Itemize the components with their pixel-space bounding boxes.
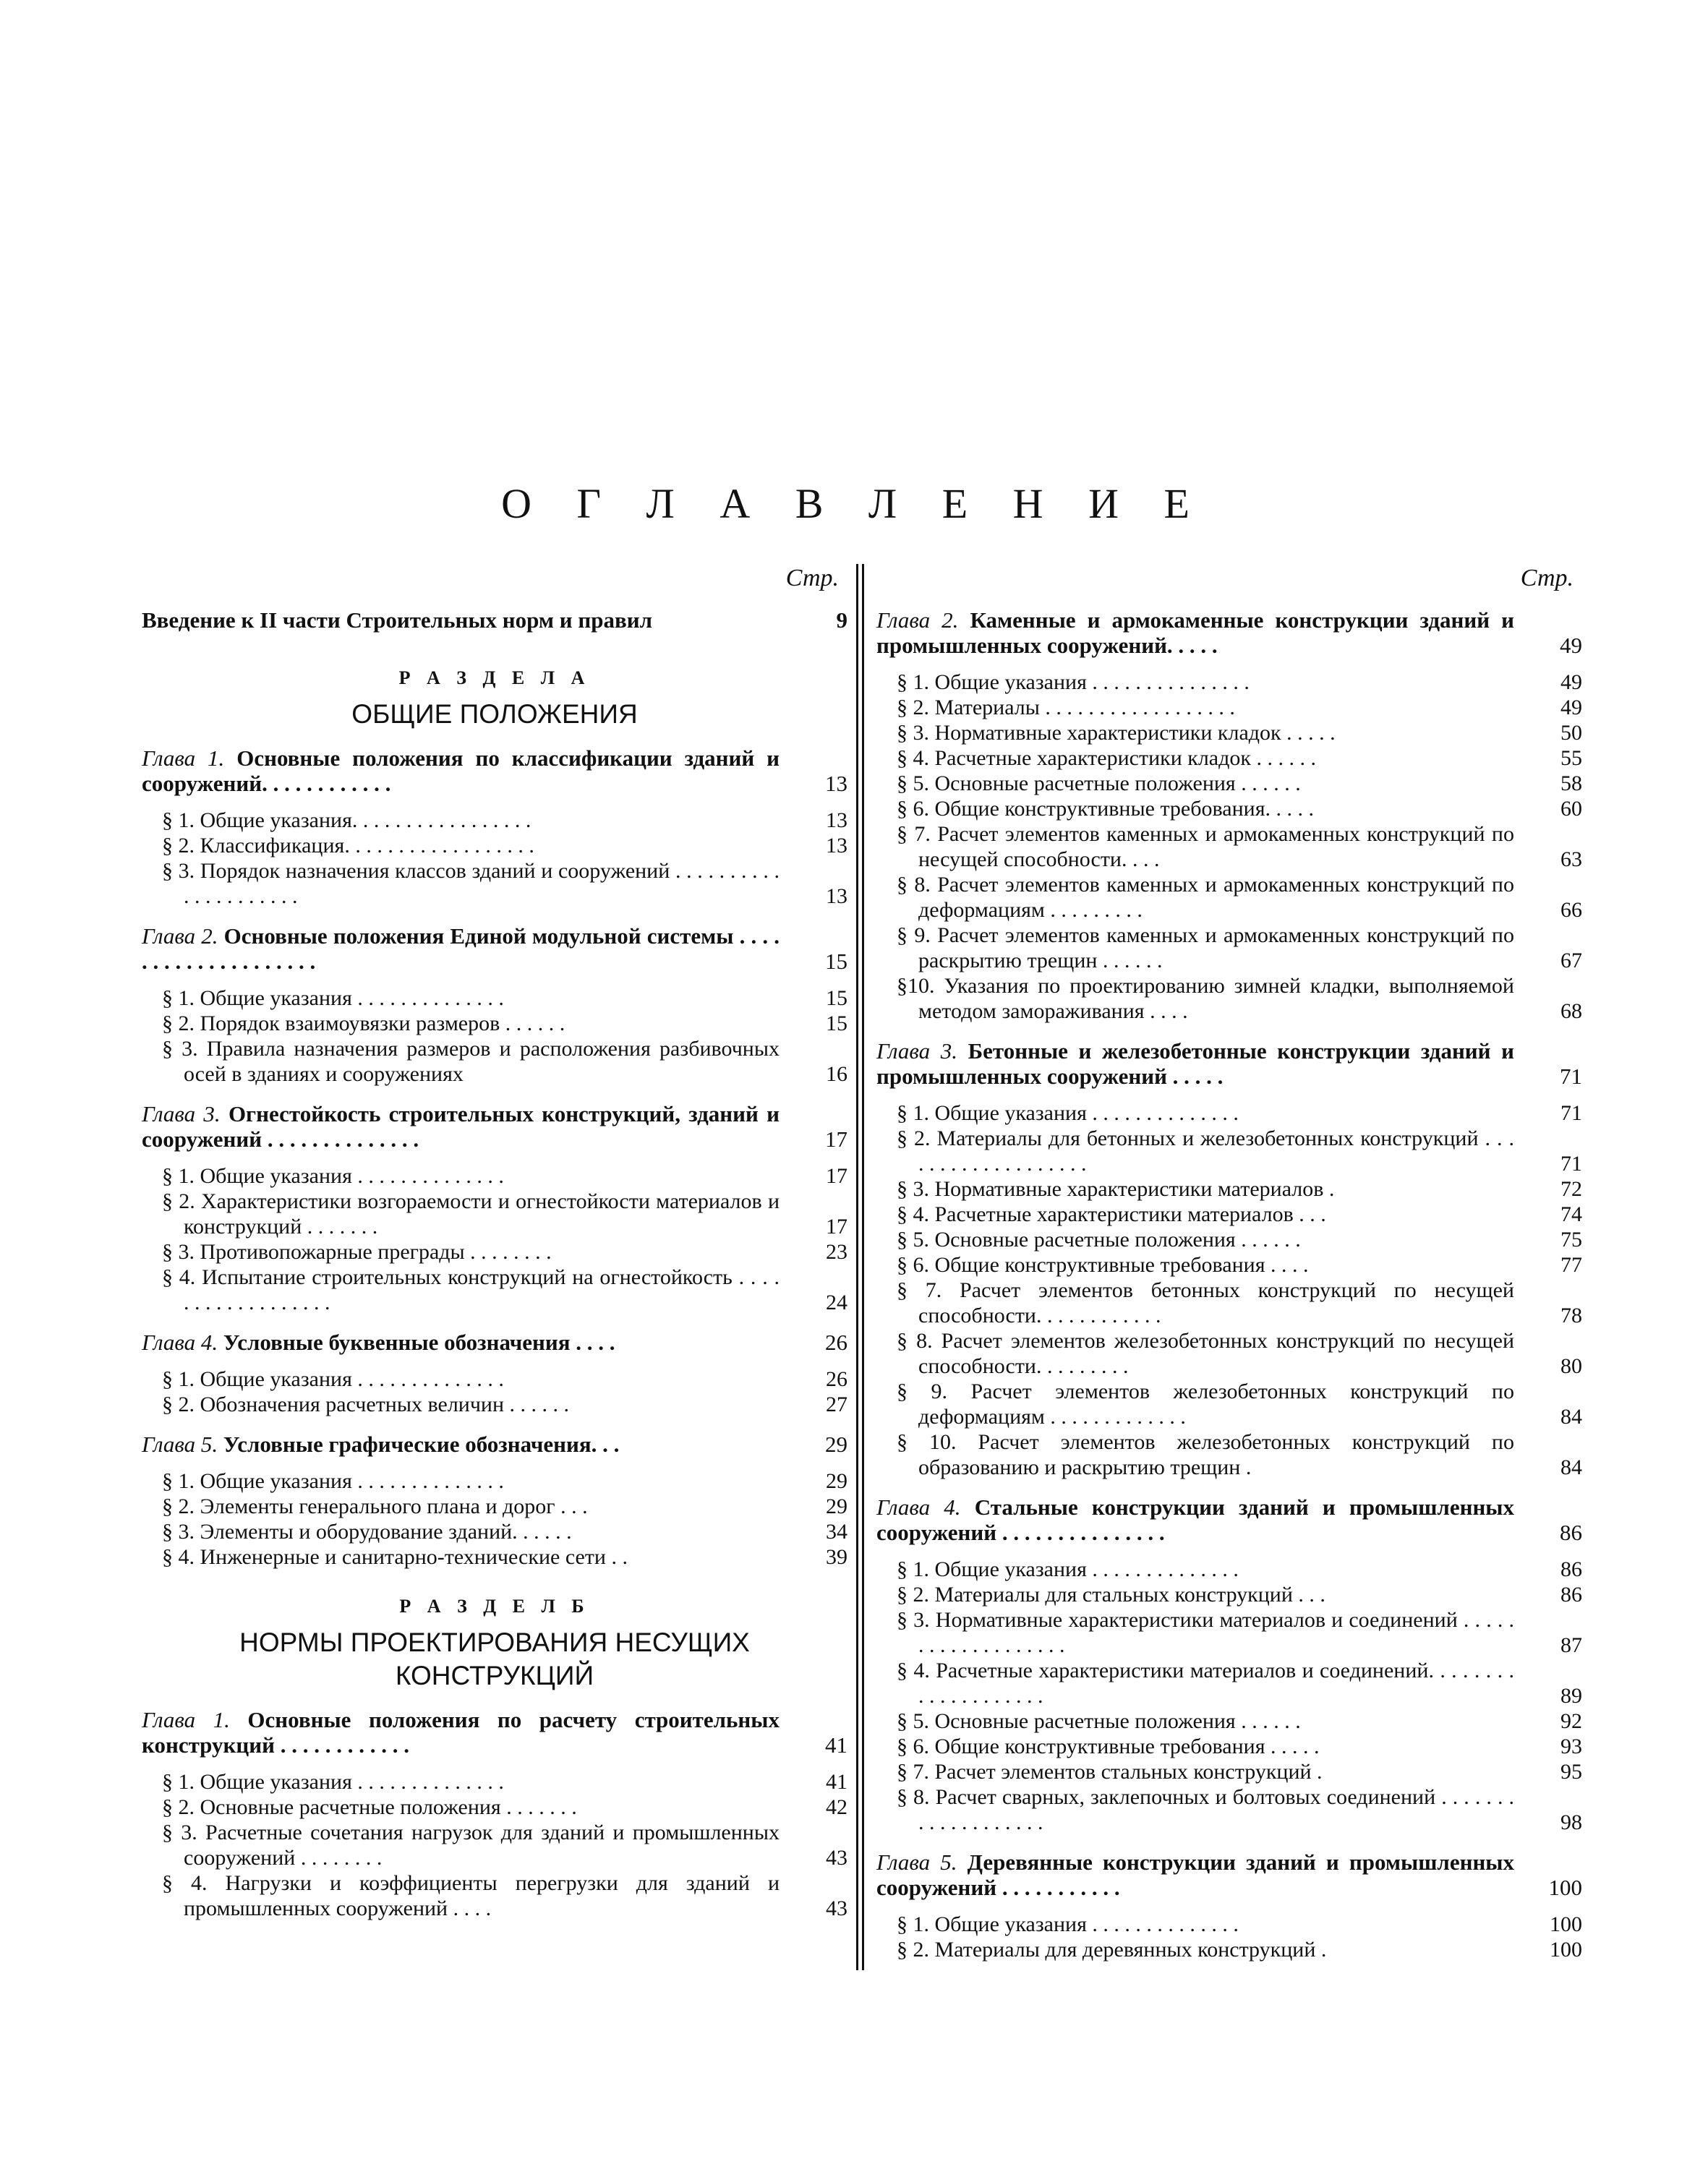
toc-entry-page: 71 [1560,1064,1582,1089]
section-b-label: Р А З Д Е Л Б [399,1596,590,1617]
toc-paragraph-entry[interactable] [142,1769,847,1795]
toc-paragraph-entry[interactable] [142,808,847,833]
toc-entry-text: § 3. Нормативные характеристики материалов . [897,1177,1335,1201]
column-divider-rule [862,564,864,1970]
toc-entry-page: 49 [1560,670,1582,694]
toc-paragraph-entry[interactable] [142,858,847,909]
toc-entry-text: § 6. Общие конструктивные требования . . . . [897,1253,1309,1277]
toc-paragraph-entry[interactable] [876,1202,1582,1227]
toc-entry-page: 24 [826,1291,847,1314]
toc-entry-page: 17 [825,1126,847,1152]
toc-paragraph-entry[interactable] [142,1820,847,1870]
toc-entry-page: 16 [826,1062,847,1086]
toc-entry-text: § 2. Элементы генерального плана и дорог . . . [162,1494,588,1518]
toc-entry-page: 95 [1560,1760,1582,1784]
toc-entry-text: § 2. Порядок взаимоувязки размеров . . . . . . [162,1011,565,1035]
toc-entry-text: § 1. Общие указания . . . . . . . . . . . . . . [162,1367,504,1391]
toc-paragraph-entry[interactable] [876,973,1582,1024]
toc-entry-page: 17 [826,1164,847,1188]
toc-paragraph-entry[interactable] [876,1912,1582,1937]
toc-chapter-entry[interactable] [876,1038,1582,1089]
toc-paragraph-entry[interactable] [876,1176,1582,1202]
toc-entry-page: 66 [1560,898,1582,922]
toc-paragraph-entry[interactable] [876,695,1582,720]
toc-entry-text: § 6. Общие конструктивные требования. . . . . [897,797,1314,821]
toc-paragraph-entry[interactable] [876,1252,1582,1278]
page-title: О Г Л А В Л Е Н И Е [501,480,1207,527]
toc-entry-text: § 3. Нормативные характеристики материалов и соединений . . . . . . . . . . . . . . . . . . . [897,1608,1514,1657]
toc-entry-text: § 8. Расчет сварных, заклепочных и болтовых соединений . . . . . . . . . . . . . . . . . . . [897,1785,1514,1834]
toc-chapter-title [876,607,1514,658]
toc-entry-page: 80 [1560,1354,1582,1378]
toc-chapter-title [876,1494,1514,1545]
toc-entry-page: 55 [1560,746,1582,770]
chapter-prefix: Глава 3. [142,1101,221,1126]
toc-entry-page: 86 [1560,1583,1582,1607]
toc-entry-text: § 8. Расчет элементов железобетонных конструкций по несущей способности. . . . . . . . . [897,1329,1514,1378]
section-a-chapters [142,745,847,1570]
toc-entry-text: § 3. Нормативные характеристики кладок . . . . . [897,721,1336,745]
toc-entry-text: § 1. Общие указания. . . . . . . . . . . . . . . . . [162,808,531,832]
toc-paragraph-entry[interactable] [876,1937,1582,1962]
toc-entry-text: § 5. Основные расчетные положения . . . . . . [897,1228,1301,1252]
toc-entry-text: § 4. Нагрузки и коэффициенты перегрузки для зданий и промышленных сооружений . . . . [162,1871,780,1920]
toc-entry-page: 41 [826,1770,847,1794]
toc-paragraph-entry[interactable] [142,1366,847,1392]
chapter-prefix: Глава 2. [142,923,218,949]
toc-entry-page: 84 [1560,1405,1582,1429]
toc-paragraph-entry[interactable] [876,796,1582,821]
toc-paragraph-entry[interactable] [876,1328,1582,1379]
toc-paragraph-entry[interactable] [876,1278,1582,1328]
toc-entry-page: 34 [826,1520,847,1544]
toc-paragraph-entry[interactable] [142,1163,847,1189]
toc-chapter-entry[interactable] [142,1707,847,1758]
toc-entry-text: § 3. Противопожарные преграды . . . . . . . . [162,1240,552,1264]
toc-entry-page: 13 [826,884,847,908]
toc-chapter-entry[interactable] [142,745,847,796]
column-divider-rule [856,564,858,1970]
chapter-text: Каменные и армокаменные конструкции зданий и промышленных сооружений. . . . . [876,607,1514,658]
toc-entry-page: 50 [1560,721,1582,745]
toc-entry-page: 9 [836,607,847,633]
toc-entry-text: § 4. Расчетные характеристики материалов и соединений. . . . . . . . . . . . . . . . . . . . [897,1659,1514,1708]
toc-entry-text: § 10. Расчет элементов железобетонных конструкций по образованию и раскрытию трещин . [897,1430,1514,1479]
toc-entry-text: § 7. Расчет элементов каменных и армокаменных конструкций по несущей способности. . . . [897,822,1514,871]
toc-chapter-title [142,1432,780,1457]
toc-entry-page: 98 [1560,1810,1582,1834]
toc-entry-page: 15 [825,949,847,974]
toc-entry-text: § 1. Общие указания . . . . . . . . . . . . . . [162,1164,504,1188]
toc-paragraph-entry[interactable] [142,1519,847,1544]
toc-chapter-entry[interactable] [876,1849,1582,1900]
toc-paragraph-entry[interactable] [876,872,1582,923]
page-column-label: Стр. [1520,565,1574,591]
chapter-text: Основные положения по расчету строительных конструкций . . . . . . . . . . . . [142,1707,780,1758]
toc-chapter-entry[interactable] [876,1494,1582,1545]
toc-entry-text: § 2. Материалы для деревянных конструкций . [897,1938,1327,1962]
toc-paragraph-entry[interactable] [142,1011,847,1036]
chapter-text: Стальные конструкции зданий и промышленных сооружений . . . . . . . . . . . . . . . [876,1494,1515,1545]
toc-entry-text: § 2. Материалы . . . . . . . . . . . . . . . . . . [897,696,1235,719]
toc-paragraph-entry[interactable] [876,670,1582,695]
toc-entry-page: 77 [1560,1253,1582,1277]
toc-entry-page: 92 [1560,1709,1582,1733]
toc-paragraph-entry[interactable] [876,1126,1582,1176]
toc-entry-page: 15 [826,1011,847,1035]
toc-paragraph-entry[interactable] [876,1708,1582,1734]
toc-entry-page: 17 [826,1215,847,1239]
toc-entry-page: 100 [1550,1912,1582,1936]
toc-entry-page: 26 [825,1330,847,1355]
toc-entry-text: § 2. Материалы для стальных конструкций . . . [897,1583,1325,1607]
page-column-label: Стр. [785,565,839,591]
toc-paragraph-entry[interactable] [876,720,1582,745]
toc-entry-text: § 1. Общие указания . . . . . . . . . . . . . . [162,1469,504,1493]
toc-entry-text: § 1. Общие указания . . . . . . . . . . . . . . [897,1101,1239,1125]
toc-paragraph-entry[interactable] [876,745,1582,771]
toc-entry-page: 23 [826,1240,847,1264]
toc-entry-page: 67 [1560,949,1582,972]
chapter-prefix: Глава 1. [142,1707,230,1732]
toc-chapter-title [142,1101,780,1152]
toc-entry-page: 71 [1560,1101,1582,1125]
toc-entry-text: § 4. Расчетные характеристики кладок . . . . . . [897,746,1316,770]
toc-paragraph-entry[interactable] [142,1795,847,1820]
chapter-prefix: Глава 4. [142,1330,218,1355]
toc-entry-page: 60 [1560,797,1582,821]
toc-paragraph-entry[interactable] [876,1734,1582,1759]
toc-entry-page: 89 [1560,1684,1582,1708]
toc-entry-page: 93 [1560,1735,1582,1758]
toc-paragraph-entry[interactable] [142,1036,847,1087]
chapter-text: Бетонные и железобетонные конструкции зданий и промышленных сооружений . . . . . [876,1038,1515,1089]
toc-left-column [142,564,847,1921]
toc-entry-page: 78 [1560,1304,1582,1327]
toc-entry-page: 87 [1560,1633,1582,1657]
toc-entry-text: § 4. Испытание строительных конструкций на огнестойкость . . . . . . . . . . . . . . . . . . [162,1265,780,1314]
toc-entry-text: Введение к II части Строительных норм и правил [142,607,652,633]
toc-paragraph-entry[interactable] [876,771,1582,796]
toc-entry-page: 43 [826,1846,847,1870]
toc-entry-page: 63 [1560,847,1582,871]
toc-entry-text: § 7. Расчет элементов стальных конструкций . [897,1760,1323,1784]
toc-chapter-title [142,923,780,974]
section-a-title: ОБЩИЕ ПОЛОЖЕНИЯ [351,699,638,729]
toc-entry-page: 86 [1560,1557,1582,1581]
toc-entry-text: § 7. Расчет элементов бетонных конструкций по несущей способности. . . . . . . . . . . . [897,1278,1514,1327]
toc-entry-page: 15 [826,986,847,1010]
toc-right-column [876,564,1582,1962]
toc-paragraph-entry[interactable] [876,1658,1582,1708]
chapter-prefix: Глава 4. [876,1494,961,1520]
toc-entry-text: § 2. Классификация. . . . . . . . . . . . . . . . . . [162,834,534,857]
toc-paragraph-entry[interactable] [876,1784,1582,1835]
toc-entry-page: 84 [1560,1455,1582,1479]
toc-chapter-entry[interactable] [142,1330,847,1355]
toc-entry-page: 29 [826,1494,847,1518]
toc-entry-text: § 2. Обозначения расчетных величин . . . . . . [162,1393,570,1416]
toc-entry-text: § 3. Правила назначения размеров и расположения разбивочных осей в зданиях и сооружениях [162,1037,780,1086]
toc-entry-text: § 9. Расчет элементов каменных и армокаменных конструкций по раскрытию трещин . . . . . . [897,923,1514,972]
toc-paragraph-entry[interactable] [876,1557,1582,1582]
chapter-prefix: Глава 2. [876,607,959,633]
toc-paragraph-entry[interactable] [876,1429,1582,1480]
toc-paragraph-entry[interactable] [876,1379,1582,1429]
toc-chapter-entry[interactable] [142,923,847,974]
toc-entry-text: § 1. Общие указания . . . . . . . . . . . . . . [162,986,504,1010]
toc-paragraph-entry[interactable] [142,1544,847,1570]
toc-paragraph-entry[interactable] [876,1100,1582,1126]
toc-entry-text: § 9. Расчет элементов железобетонных конструкций по деформациям . . . . . . . . . . . . . [897,1380,1514,1429]
toc-entry-page: 100 [1548,1875,1582,1900]
toc-paragraph-entry[interactable] [142,1870,847,1921]
toc-entry-text: § 1. Общие указания . . . . . . . . . . . . . . [162,1770,504,1794]
toc-entry-text: §10. Указания по проектированию зимней кладки, выполняемой методом замораживания . . . . [897,974,1514,1023]
toc-entry-text: § 1. Общие указания . . . . . . . . . . . . . . . [897,670,1250,694]
toc-entry-text: § 5. Основные расчетные положения . . . . . . [897,771,1301,795]
toc-entry-page: 75 [1560,1228,1582,1252]
toc-paragraph-entry[interactable] [142,833,847,858]
toc-chapter-entry[interactable] [876,607,1582,658]
chapter-text: Условные графические обозначения. . . [223,1432,620,1457]
chapter-prefix: Глава 5. [142,1432,218,1457]
toc-entry-page: 13 [826,834,847,857]
chapter-text: Основные положения по классификации зданий и сооружений. . . . . . . . . . . . [142,745,780,796]
toc-chapter-entry[interactable] [142,1432,847,1457]
toc-entry-text: § 1. Общие указания . . . . . . . . . . . . . . [897,1557,1239,1581]
toc-entry-text: § 3. Порядок назначения классов зданий и сооружений . . . . . . . . . . . . . . . . . . . . . [162,859,780,908]
toc-chapter-title [876,1038,1514,1089]
toc-entry-page: 74 [1560,1202,1582,1226]
toc-paragraph-entry[interactable] [142,1392,847,1417]
toc-paragraph-entry[interactable] [876,1607,1582,1658]
toc-entry-page: 42 [826,1795,847,1819]
toc-paragraph-entry[interactable] [876,1227,1582,1252]
toc-paragraph-entry[interactable] [142,1468,847,1494]
toc-paragraph-entry[interactable] [876,1582,1582,1607]
chapter-text: Деревянные конструкции зданий и промышленных сооружений . . . . . . . . . . . [876,1849,1515,1900]
toc-paragraph-entry[interactable] [142,985,847,1011]
toc-entry-page: 58 [1560,771,1582,795]
toc-entry-text: § 6. Общие конструктивные требования . . . . . [897,1735,1320,1758]
toc-entry-text: § 4. Инженерные и санитарно-технические сети . . [162,1545,628,1569]
toc-entry-page: 100 [1550,1938,1582,1962]
toc-entry-text: § 4. Расчетные характеристики материалов . . . [897,1202,1326,1226]
toc-entry-text: § 2. Материалы для бетонных и железобетонных конструкций . . . . . . . . . . . . . . . . . . . [897,1126,1514,1176]
toc-chapter-title [142,1707,780,1758]
toc-paragraph-entry[interactable] [876,1759,1582,1784]
chapter-prefix: Глава 3. [876,1038,958,1064]
toc-entry-text: § 8. Расчет элементов каменных и армокаменных конструкций по деформациям . . . . . . . . . [897,873,1514,922]
toc-chapter-title [142,745,780,796]
toc-entry-text: § 2. Характеристики возгораемости и огнестойкости материалов и конструкций . . . . . . . [162,1189,780,1239]
toc-entry-page: 41 [825,1732,847,1758]
toc-paragraph-entry[interactable] [142,1265,847,1315]
toc-paragraph-entry[interactable] [142,1189,847,1239]
toc-entry-page: 49 [1560,633,1582,658]
toc-entry-text: § 5. Основные расчетные положения . . . . . . [897,1709,1301,1733]
chapter-text: Условные буквенные обозначения . . . . [223,1330,615,1355]
section-a-label: Р А З Д Е Л А [398,667,591,688]
toc-chapter-title [142,1330,780,1355]
toc-entry-text: § 3. Расчетные сочетания нагрузок для зданий и промышленных сооружений . . . . . . . . [162,1821,780,1870]
toc-intro-entry[interactable] [142,607,847,633]
toc-entry-page: 27 [826,1393,847,1416]
chapter-prefix: Глава 1. [142,745,225,771]
toc-entry-page: 13 [826,808,847,832]
toc-paragraph-entry[interactable] [876,923,1582,973]
toc-entry-page: 49 [1560,696,1582,719]
toc-entry-page: 29 [825,1432,847,1457]
toc-entry-page: 43 [826,1896,847,1920]
toc-entry-text: § 2. Основные расчетные положения . . . . . . . [162,1795,577,1819]
section-b-chapters [142,1707,847,1921]
toc-chapter-entry[interactable] [142,1101,847,1152]
toc-entry-page: 68 [1560,999,1582,1023]
toc-entry-text: § 1. Общие указания . . . . . . . . . . . . . . [897,1912,1239,1936]
toc-paragraph-entry[interactable] [142,1494,847,1519]
section-b-title: НОРМЫ ПРОЕКТИРОВАНИЯ НЕСУЩИХ КОНСТРУКЦИЙ [239,1628,750,1690]
toc-entry-page: 29 [826,1469,847,1493]
toc-entry-page: 39 [826,1545,847,1569]
chapter-text: Основные положения Единой модульной системы . . . . . . . . . . . . . . . . . . . . [142,923,780,974]
chapter-prefix: Глава 5. [876,1849,957,1875]
toc-entry-page: 26 [826,1367,847,1391]
toc-chapter-title [876,1849,1514,1900]
chapter-text: Огнестойкость строительных конструкций, зданий и сооружений . . . . . . . . . . . . . . [142,1101,780,1152]
toc-entry-page: 72 [1560,1177,1582,1201]
toc-entry-text: § 3. Элементы и оборудование зданий. . . . . . [162,1520,572,1544]
toc-entry-page: 86 [1560,1520,1582,1545]
toc-entry-page: 13 [825,771,847,796]
toc-entry-page: 71 [1560,1152,1582,1176]
toc-paragraph-entry[interactable] [876,821,1582,872]
toc-paragraph-entry[interactable] [142,1239,847,1265]
right-chapters [876,607,1582,1962]
